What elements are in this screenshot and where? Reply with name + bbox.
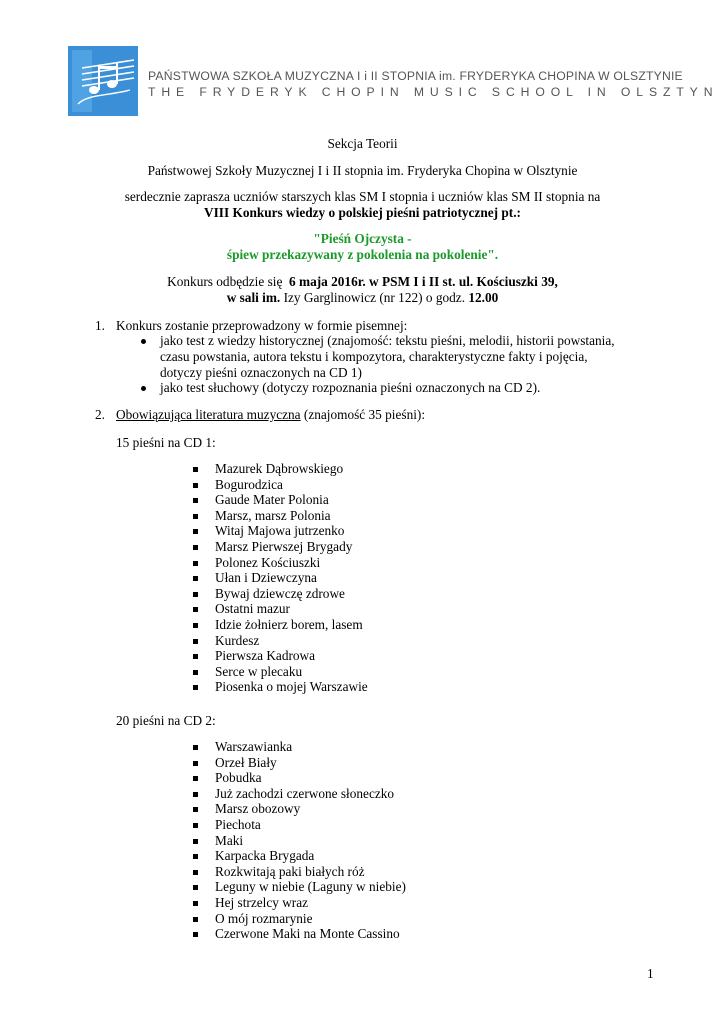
square-bullet-icon (193, 670, 198, 675)
square-bullet-icon (193, 607, 198, 612)
song-list-item: Mazurek Dąbrowskiego (215, 461, 344, 476)
square-bullet-icon (193, 561, 198, 566)
start-time: 12.00 (468, 290, 499, 305)
song-list-item: Kurdesz (215, 632, 260, 648)
cd2-heading: 20 pieśni na CD 2: (116, 713, 216, 728)
square-bullet-icon (193, 498, 198, 503)
square-bullet-icon (193, 592, 198, 597)
competition-title-line1: "Pieśń Ojczysta - (313, 231, 412, 246)
bullet-icon (141, 339, 146, 344)
date-place: 6 maja 2016r. w PSM I i II st. ul. Kościuszki 39, (289, 274, 558, 289)
school-full-name: Państwowej Szkoły Muzycznej I i II stopnia im. Fryderyka Chopina w Olsztynie (147, 163, 578, 178)
page-number: 1 (647, 966, 654, 981)
square-bullet-icon (193, 776, 198, 781)
song-list-item: Marsz obozowy (215, 801, 301, 817)
square-bullet-icon (193, 901, 198, 906)
song-list-item: Pobudka (215, 770, 262, 786)
square-bullet-icon (193, 885, 198, 890)
song-list-item: Pierwsza Kadrowa (215, 648, 316, 664)
square-bullet-icon (193, 545, 198, 550)
song-list-item: Bywaj dziewczę zdrowe (215, 585, 345, 601)
square-bullet-icon (193, 467, 198, 472)
competition-title-line2: śpiew przekazywany z pokolenia na pokolenie". (226, 247, 499, 262)
point1-bullet1-line1: jako test z wiedzy historycznej (znajomość: tekstu pieśni, melodii, historii powstania, (160, 333, 615, 348)
square-bullet-icon (193, 639, 198, 644)
square-bullet-icon (193, 870, 198, 875)
song-list-item: Warszawianka (215, 739, 293, 754)
point2-underlined: Obowiązująca literatura muzyczna (116, 407, 301, 422)
square-bullet-icon (193, 839, 198, 844)
song-list-item: Piosenka o mojej Warszawie (215, 679, 368, 695)
song-list-item: Gaude Mater Polonia (215, 492, 329, 508)
song-list-item: Idzie żołnierz borem, lasem (215, 617, 363, 632)
song-list-item: Bogurodzica (215, 476, 283, 492)
song-list-item: Czerwone Maki na Monte Cassino (215, 926, 400, 942)
square-bullet-icon (193, 823, 198, 828)
song-list-item: Ostatni mazur (215, 601, 290, 617)
square-bullet-icon (193, 623, 198, 628)
point1-bullet1-line3: dotyczy pieśni oznaczonych na CD 1) (160, 365, 362, 380)
point2-rest: (znajomość 35 pieśni): (300, 407, 426, 422)
bullet-icon (141, 386, 146, 391)
song-list-item: Orzeł Biały (215, 754, 277, 770)
point1-bullet2: jako test słuchowy (dotyczy rozpoznania pieśni oznaczonych na CD 2). (160, 380, 541, 395)
song-list-item: O mój rozmarynie (215, 910, 313, 926)
song-list-item: Maki (215, 832, 244, 848)
square-bullet-icon (193, 854, 198, 859)
point1-text: Konkurs zostanie przeprowadzony w formie pisemnej: (116, 318, 408, 333)
square-bullet-icon (193, 654, 198, 659)
date-line2 (60, 290, 665, 306)
square-bullet-icon (193, 514, 198, 519)
square-bullet-icon (193, 745, 198, 750)
point2-number: 2. (95, 407, 105, 422)
school-logo-icon (68, 46, 138, 116)
point2-text (116, 407, 425, 423)
square-bullet-icon (193, 529, 198, 534)
square-bullet-icon (193, 576, 198, 581)
song-list-item: Piechota (215, 817, 261, 832)
song-list-item: Marsz, marsz Polonia (215, 507, 331, 523)
square-bullet-icon (193, 685, 198, 690)
room-name: Izy Garglinowicz (nr 122) o godz. (283, 290, 466, 305)
song-list-item: Ułan i Dziewczyna (215, 570, 317, 586)
point1-bullet1-line2: czasu powstania, autora tekstu i kompozytora, charakterystyczne fakty i pojęcia, (160, 349, 588, 364)
point1-number: 1. (95, 318, 105, 333)
date-line1 (60, 274, 665, 290)
section-name: Sekcja Teorii (327, 136, 398, 151)
room-prefix: w sali im. (226, 290, 281, 305)
school-name-en: THE FRYDERYK CHOPIN MUSIC SCHOOL IN OLSZTYN (148, 85, 719, 99)
song-list-item: Serce w plecaku (215, 663, 303, 679)
invitation-text: serdecznie zaprasza uczniów starszych klas SM I stopnia i uczniów klas SM II stopnia na (124, 189, 601, 204)
song-list-item: Już zachodzi czerwone słoneczko (215, 785, 395, 801)
date-prefix: Konkurs odbędzie się (167, 274, 283, 289)
song-list-item: Witaj Majowa jutrzenko (215, 523, 345, 539)
cd1-heading: 15 pieśni na CD 1: (116, 435, 216, 450)
song-list-item: Rozkwitają paki białych róż (215, 863, 365, 879)
square-bullet-icon (193, 932, 198, 937)
song-list-item: Leguny w niebie (Laguny w niebie) (215, 879, 406, 895)
square-bullet-icon (193, 483, 198, 488)
square-bullet-icon (193, 917, 198, 922)
school-name-pl: PAŃSTWOWA SZKOŁA MUZYCZNA I i II STOPNIA im. FRYDERYKA CHOPINA W OLSZTYNIE (148, 69, 683, 83)
square-bullet-icon (193, 792, 198, 797)
competition-name: VIII Konkurs wiedzy o polskiej pieśni patriotycznej pt.: (204, 205, 521, 220)
square-bullet-icon (193, 761, 198, 766)
song-list-item: Marsz Pierwszej Brygady (215, 539, 353, 554)
square-bullet-icon (193, 807, 198, 812)
song-list-item: Polonez Kościuszki (215, 554, 321, 570)
song-list-item: Hej strzelcy wraz (215, 895, 309, 910)
song-list-item: Karpacka Brygada (215, 848, 315, 864)
